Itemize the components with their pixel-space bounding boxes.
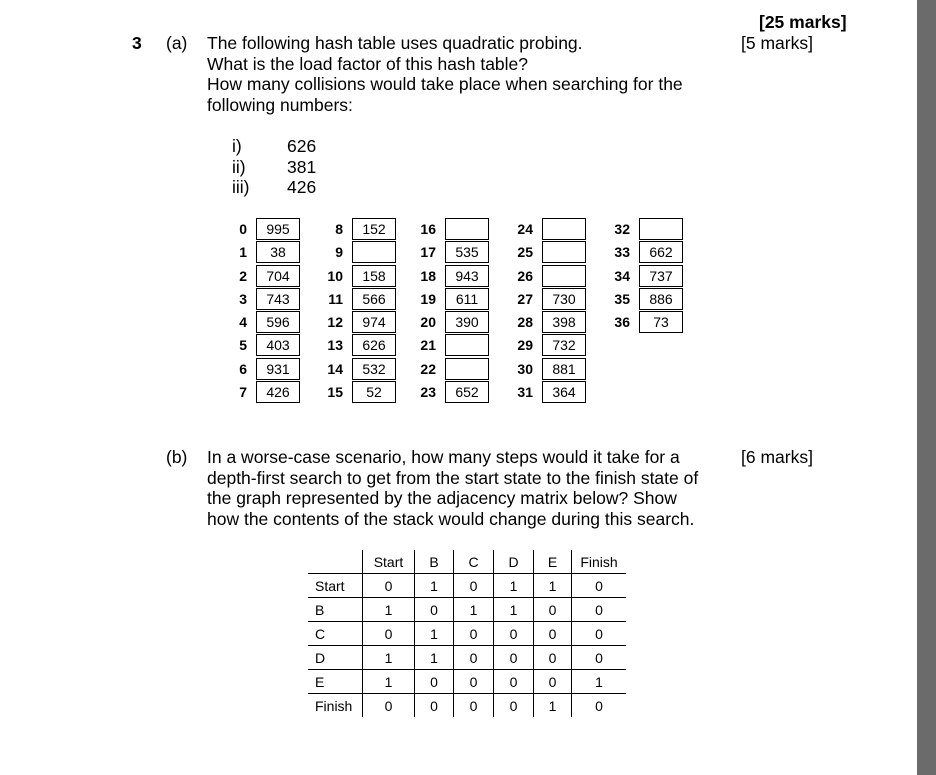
hash-slot-value: 364 [542,381,586,403]
hash-slot-value: 743 [256,288,300,310]
hash-slot-index: 15 [327,384,343,401]
hash-slot-index: 28 [517,314,533,331]
hash-slot-value: 566 [352,288,396,310]
hash-slot-value [542,241,586,263]
hash-slot-value [352,241,396,263]
part-b-marks: [6 marks] [741,447,813,467]
hash-slot-index: 34 [614,267,630,284]
hash-slot-value: 974 [352,311,396,333]
hash-slot-index: 22 [420,360,436,377]
hash-slot-value [639,218,683,240]
matrix-row [308,670,626,694]
matrix-row [308,622,626,646]
hash-slot-value: 737 [639,265,683,287]
hash-slot-index: 14 [327,360,343,377]
matrix-cell: 1 [415,622,454,646]
matrix-cell: 1 [572,670,627,694]
matrix-cell: 0 [572,574,627,598]
matrix-cell: 0 [534,670,572,694]
hash-slot-value: 73 [639,311,683,333]
hash-slot-index: 1 [239,244,247,261]
total-marks: [25 marks] [759,12,847,32]
hash-slot-value: 943 [445,265,489,287]
matrix-row-header: B [308,598,363,622]
hash-slot-index: 20 [420,314,436,331]
hash-slot-value: 730 [542,288,586,310]
hash-slot-value: 704 [256,265,300,287]
hash-slot-value: 931 [256,358,300,380]
hash-slot-index: 9 [335,244,343,261]
matrix-cell: 1 [454,598,494,622]
hash-slot-value: 152 [352,218,396,240]
part-b-line: how the contents of the stack would change during this search. [207,508,695,529]
hash-slot-index: 27 [517,290,533,307]
hash-slot-value: 886 [639,288,683,310]
hash-slot-index: 30 [517,360,533,377]
part-a-line: How many collisions would take place when searching for the [207,74,683,94]
part-a-marks: [5 marks] [741,33,813,53]
matrix-cell: 1 [494,574,534,598]
matrix-cell: 1 [415,646,454,670]
hash-slot-value: 390 [445,311,489,333]
search-item-value: 626 [287,136,317,156]
hash-slot-index: 31 [517,384,533,401]
hash-slot-index: 21 [420,337,436,354]
matrix-row-header: E [308,670,363,694]
hash-slot-value: 535 [445,241,489,263]
hash-slot-index: 33 [614,244,630,261]
part-b-line: In a worse-case scenario, how many steps would it take for a [207,447,680,467]
matrix-row [308,646,626,670]
hash-slot-value: 596 [256,311,300,333]
matrix-row-header: C [308,622,363,646]
adjacency-matrix [308,550,626,717]
matrix-cell: 1 [415,574,454,598]
hash-slot-index: 4 [239,314,247,331]
part-a-line: following numbers: [207,94,353,115]
hash-slot-index: 24 [517,221,533,237]
hash-slot-value: 403 [256,334,300,356]
hash-slot-value: 52 [352,381,396,403]
matrix-cell: 0 [572,598,627,622]
part-b-line: depth-first search to get from the start state to the finish state of [207,467,699,488]
hash-slot-index: 13 [327,337,343,354]
matrix-cell: 0 [572,622,627,646]
hash-slot-value [542,265,586,287]
matrix-cell: 0 [454,694,494,718]
matrix-corner [308,550,363,574]
hash-slot-value [445,334,489,356]
matrix-cell: 0 [494,622,534,646]
matrix-cell: 0 [415,670,454,694]
hash-slot-value: 662 [639,241,683,263]
matrix-cell: 0 [363,574,415,598]
matrix-cell: 1 [494,598,534,622]
matrix-cell: 0 [572,646,627,670]
hash-slot-index: 11 [328,290,343,307]
hash-slot-index: 2 [239,267,247,284]
hash-slot-value: 158 [352,265,396,287]
matrix-row [308,694,626,718]
matrix-cell: 0 [363,622,415,646]
part-a-label: (a) [166,33,188,53]
hash-slot-value: 881 [542,358,586,380]
part-a-line: What is the load factor of this hash table? [207,53,529,74]
hash-slot-value: 38 [256,241,300,263]
hash-slot-value: 652 [445,381,489,403]
part-a-line: The following hash table uses quadratic probing. [207,33,583,53]
part-b-text [207,447,698,529]
search-item-value: 426 [287,177,317,197]
matrix-cell: 1 [363,646,415,670]
matrix-cell: 0 [572,694,627,718]
matrix-cell: 0 [454,574,494,598]
matrix-cell: 0 [363,694,415,718]
matrix-cell: 1 [363,670,415,694]
part-a-text [207,33,683,115]
hash-slot-index: 25 [517,244,533,261]
hash-slot-value: 995 [256,218,300,240]
question-number: 3 [132,33,142,53]
matrix-cell: 0 [494,694,534,718]
hash-slot-index: 5 [239,337,247,354]
search-item-roman: i) [232,136,242,156]
hash-slot-index: 17 [420,244,436,261]
hash-slot-index: 0 [239,221,247,237]
hash-slot-index: 16 [420,221,436,237]
matrix-row [308,574,626,598]
matrix-cell: 0 [415,694,454,718]
matrix-col-header: C [454,550,494,574]
hash-slot-value: 611 [445,288,489,310]
hash-slot-index: 12 [327,314,343,331]
hash-slot-index: 8 [335,221,343,237]
matrix-cell: 0 [454,622,494,646]
hash-slot-index: 19 [420,290,436,307]
matrix-cell: 1 [363,598,415,622]
matrix-cell: 0 [494,670,534,694]
matrix-cell: 0 [534,598,572,622]
matrix-row-header: D [308,646,363,670]
matrix-cell: 1 [534,694,572,718]
matrix-cell: 0 [534,646,572,670]
hash-slot-index: 18 [420,267,436,284]
matrix-row-header: Start [308,574,363,598]
hash-slot-index: 35 [614,290,630,307]
hash-slot-index: 26 [517,267,533,284]
hash-slot-index: 7 [239,384,247,401]
hash-slot-index: 29 [517,337,533,354]
matrix-col-header: D [494,550,534,574]
matrix-col-header: B [415,550,454,574]
matrix-col-header: Finish [572,550,627,574]
vertical-scrollbar[interactable] [917,0,936,775]
matrix-col-header: Start [363,550,415,574]
hash-slot-value: 732 [542,334,586,356]
part-b-label: (b) [166,447,188,467]
matrix-cell: 0 [454,670,494,694]
hash-slot-value [445,358,489,380]
search-item-value: 381 [287,156,317,177]
hash-slot-index: 10 [327,267,343,284]
matrix-col-header: E [534,550,572,574]
matrix-row-header: Finish [308,694,363,718]
hash-slot-value: 532 [352,358,396,380]
hash-slot-index: 3 [239,290,247,307]
matrix-row [308,598,626,622]
hash-slot-value: 398 [542,311,586,333]
hash-slot-index: 32 [614,221,630,237]
search-item-roman: ii) [232,156,246,177]
matrix-header-row [308,550,626,574]
matrix-cell: 0 [415,598,454,622]
hash-slot-value [445,218,489,240]
hash-slot-index: 23 [420,384,436,401]
matrix-cell: 0 [454,646,494,670]
hash-slot-index: 6 [239,360,247,377]
hash-slot-value: 626 [352,334,396,356]
hash-slot-value [542,218,586,240]
matrix-cell: 0 [494,646,534,670]
hash-slot-index: 36 [614,314,630,331]
search-item-roman: iii) [232,177,250,197]
hash-slot-value: 426 [256,381,300,403]
matrix-cell: 1 [534,574,572,598]
matrix-cell: 0 [534,622,572,646]
part-b-line: the graph represented by the adjacency matrix below? Show [207,488,677,508]
